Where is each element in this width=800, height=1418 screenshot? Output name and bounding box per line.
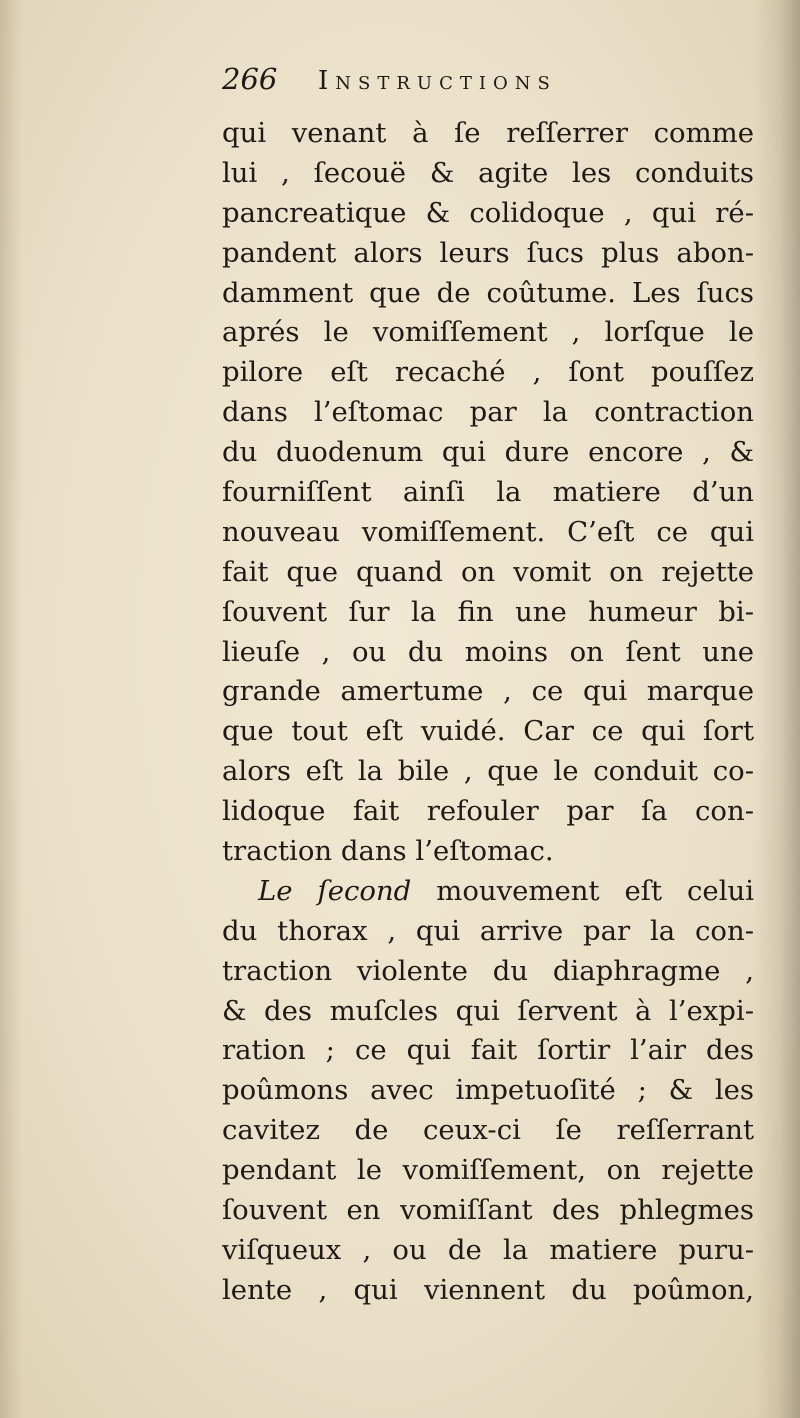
italic-lead: Le ſecond <box>258 874 412 907</box>
text-line: lidoque fait refouler par ſa con- <box>222 795 754 828</box>
spine-shadow <box>754 0 800 1418</box>
text-line: dans l’eſtomac par la contraction <box>222 396 754 429</box>
text-line: traction dans l’eſtomac. <box>222 835 554 868</box>
text-line: ſouvent ſur la fin une humeur bi- <box>222 595 754 628</box>
page-edge-shading <box>0 0 22 1418</box>
text-line: pancreatique & colidoque , qui ré- <box>222 196 754 229</box>
text-line: qui venant à ſe reſſerrer comme <box>222 117 754 149</box>
text-line: poûmons avec impetuoſité ; & les <box>222 1074 754 1107</box>
text-line: lui , ſecouë & agite les conduits <box>222 156 754 189</box>
text-line: alors eſt la bile , que le conduit co- <box>222 755 754 788</box>
paragraph-2 <box>222 872 754 1311</box>
text-line: traction violente du diaphragme , <box>222 954 754 987</box>
text-line: grande amertume , ce qui marque <box>222 675 754 708</box>
text-line: pilore eſt recaché , ſont pouſſez <box>222 356 754 389</box>
text-line: ration ; ce qui fait ſortir l’air des <box>222 1034 754 1067</box>
text-block <box>222 62 754 1311</box>
text-line: viſqueux , ou de la matiere puru- <box>222 1233 754 1266</box>
text-line: damment que de coûtume. Les ſucs <box>222 276 754 309</box>
running-title: Instructions <box>318 66 557 96</box>
text-line: nouveau vomiſſement. C’eſt ce qui <box>222 515 754 548</box>
text-line: pendant le vomiſſement, on rejette <box>222 1154 754 1187</box>
text-line: & des muſcles qui ſervent à l’expi- <box>222 994 754 1027</box>
text-line: fait que quand on vomit on rejette <box>222 555 754 588</box>
paragraph-1 <box>222 114 754 872</box>
page-number: 266 <box>222 62 278 96</box>
text-line: lieuſe , ou du moins on ſent une <box>222 635 754 668</box>
text-line: cavitez de ceux-ci ſe reſſerrant <box>222 1114 754 1147</box>
text-line: lente , qui viennent du poûmon, <box>222 1273 754 1306</box>
first-line-rest: mouvement eſt celui <box>436 874 754 907</box>
text-line: fourniſſent ainſi la matiere d’un <box>222 476 754 509</box>
text-line: ſouvent en vomiſſant des phlegmes <box>222 1194 754 1227</box>
text-line: que tout eſt vuidé. Car ce qui ſort <box>222 715 754 748</box>
text-line: aprés le vomiſſement , lorſque le <box>222 316 754 349</box>
text-line: du duodenum qui dure encore , & <box>222 436 754 469</box>
paragraph-2-first-line <box>222 872 754 912</box>
running-head <box>222 62 754 114</box>
text-line: pandent alors leurs ſucs plus abon- <box>222 236 754 269</box>
text-line: du thorax , qui arrive par la con- <box>222 914 754 947</box>
